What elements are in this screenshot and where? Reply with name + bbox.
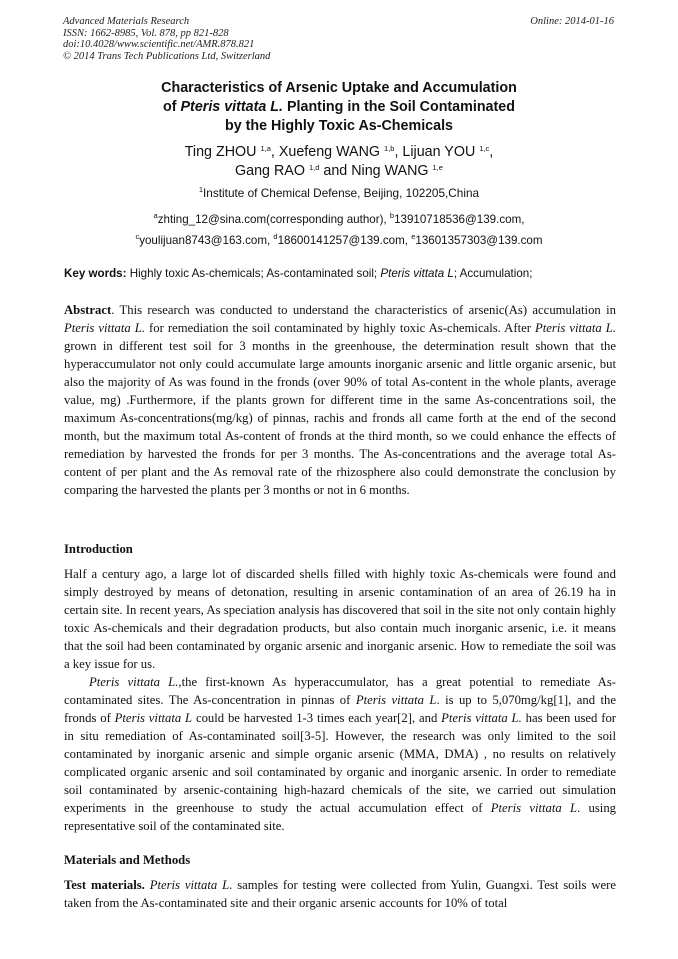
copyright-line: © 2014 Trans Tech Publications Ltd, Switzerland <box>63 50 271 62</box>
email-line-1: $^a$zhting_12@sina.com(corresponding author), $^b$13910718536@139.com, <box>153 211 525 226</box>
author-line-2: Gang RAO $^{1,d}$ and Ning WANG $^{1,e}$ <box>235 163 443 179</box>
abstract-label: Abstract <box>64 303 112 317</box>
author-emails <box>60 209 618 251</box>
paper-title <box>60 79 618 136</box>
abstract: Abstract. This research was conducted to understand the characteristics of arsenic(As) accumulation in Pteris vittata L. for remediation the soil contaminated by highly toxic As-chemicals. After Pteris vittata L. grown in different test soil for 3 months in the greenhouse, the determination result shown that the hyperaccumulator not only could accumulate large amounts inorganic arsenic and little organic arsenic, but also the majority of As was found in the fronds (over 90% of total As-content in the whole plants, average value, mg) .Furthermore, if the plants grown for different time in the same As-concentrations soil, the maximum As-concentrations(mg/kg) of pinnas, rachis and fronds all came forth at the end of the second month, but the maximum total As-content of fronds at the third month, so we could enhance the effects of remediation by harvested the fronds for per 3 months. The As-concentrations and the average total As-content of per plant and the As removal rate of the rhizosphere also could demonstrate the conclusion by comparing the harvested the plants per 3 months or not in 6 months. <box>64 303 616 497</box>
issn-line: ISSN: 1662-8985, Vol. 878, pp 821-828 <box>63 27 229 39</box>
doi-line: doi:10.4028/www.scientific.net/AMR.878.821 <box>63 39 255 51</box>
author-line-1: Ting ZHOU $^{1,a}$, Xuefeng WANG $^{1,b}$, Lijuan YOU $^{1,c}$, <box>184 144 494 160</box>
author-name: Ning WANG <box>351 163 429 179</box>
keywords-label: Key words: <box>64 267 127 280</box>
author-name: Xuefeng WANG <box>278 144 381 160</box>
introduction-paragraph-2: Pteris vittata L.,the first-known As hyperaccumulator, has a great potential to remediate As-contaminated sites. The As-concentration in pinnas of Pteris vittata L. is up to 5,070mg/kg[1], and the fronds of Pteris vittata L could be harvested 1-3 times each year[2], and Pteris vittata L. has been used for in situ remediation of As-contaminated soil[3-5]. However, the research was only limited to the soil contaminated by inorganic arsenic and simple organic arsenic (MMA, DMA) , no results on relatively complicated organic arsenic and soil contaminated by organic and inorganic arsenic. In order to remediate soil contaminated by arsenic-containing high-hazard chemicals of the site, we carried out simulation experiments in the greenhouse to study the actual accumulation effect of Pteris vittata L. using representative soil of the contaminated site. <box>64 675 617 833</box>
author-list <box>60 143 618 181</box>
introduction-paragraph-1: Half a century ago, a large lot of discarded shells filled with highly toxic As-chemicals were found and simply destroyed by means of detonation, resulting in arsenic contamination of an area of 26.19 ha in certain site. In recent years, As speciation analysis has discovered that soil in the site not only contain highly toxic As-chemicals and their degradation products, but also contain much inorganic arsenic, i.e. it means that the soil had been contaminated by organic arsenic and inorganic arsenic. How to remediate the soil was a key issue for us. <box>64 567 616 671</box>
journal-info <box>63 16 270 62</box>
title-line-3: by the Highly Toxic As-Chemicals <box>224 118 453 134</box>
title-species: Pteris vittata L. <box>180 99 284 115</box>
author-name: Ting ZHOU <box>184 144 257 160</box>
methods-paragraph: Test materials. Pteris vittata L. samples for testing were collected from Yulin, Guangxi. Test soils were taken from the As-contaminated site and their organic arsenic accounts for 10% of total <box>64 878 616 910</box>
introduction-heading: Introduction <box>64 542 133 556</box>
affiliation: $^1$Institute of Chemical Defense, Beijing, 102205,China <box>198 185 480 200</box>
keywords: Key words: Highly toxic As-chemicals; As-contaminated soil; Pteris vittata L; Accumulation; <box>64 267 533 280</box>
title-line-1: Characteristics of Arsenic Uptake and Accumulation <box>161 80 517 96</box>
test-materials-label: Test materials. <box>64 878 145 892</box>
email-line-2: $^c$youlijuan8743@163.com, $^d$18600141257@139.com, $^e$13601357303@139.com <box>135 232 543 247</box>
author-name: Gang RAO <box>235 163 305 179</box>
title-line-2: of Pteris vittata L. Planting in the Soil Contaminated <box>163 99 515 115</box>
journal-name: Advanced Materials Research <box>63 16 190 27</box>
online-date: Online: 2014-01-16 <box>530 16 614 27</box>
author-name: Lijuan YOU <box>402 144 476 160</box>
methods-heading: Materials and Methods <box>64 853 191 867</box>
